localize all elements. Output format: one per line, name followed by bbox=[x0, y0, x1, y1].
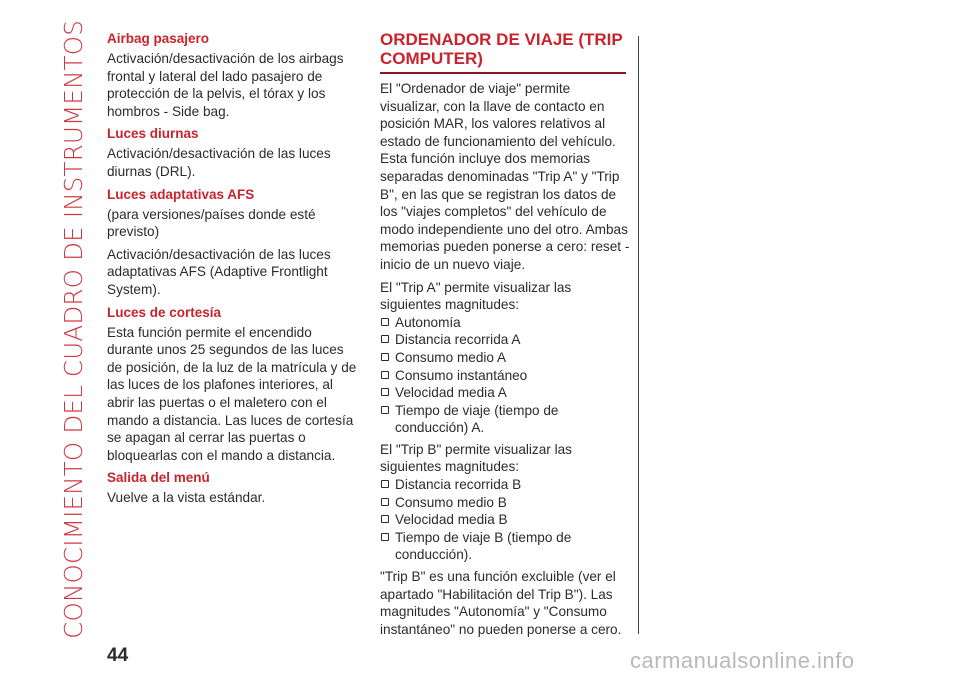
section-heading: Airbag pasajero bbox=[107, 31, 210, 46]
section-heading: Luces diurnas bbox=[107, 126, 199, 142]
section-heading: Salida del menú bbox=[107, 470, 210, 486]
trip-a-lead: El "Trip A" permite visualizar las siguientes magnitudes: bbox=[380, 279, 572, 313]
section-afs-lights bbox=[107, 186, 359, 299]
checkbox-bullet-icon bbox=[381, 498, 389, 506]
list-item: Consumo medio B bbox=[380, 494, 632, 512]
section-paragraph: Esta función permite el encendido durante unos 25 segundos de las luces de posición, de la luz de la matrícula y de las luces de los plafones interiores, al abrir las puertas o el maletero con el mando a distancia. Las luces de cortesía se apagan al cerrar las puertas o bloquearlas con el mando a distancia. bbox=[107, 324, 357, 463]
list-item: Consumo instantáneo bbox=[380, 367, 632, 385]
left-column bbox=[107, 30, 359, 512]
trip-a-list bbox=[380, 314, 632, 437]
checkbox-bullet-icon bbox=[381, 353, 389, 361]
list-item: Velocidad media B bbox=[380, 511, 632, 529]
section-heading: Luces adaptativas AFS bbox=[107, 186, 255, 202]
intro-paragraph: El "Ordenador de viaje" permite visualizar, con la llave de contacto en posición MAR, los valores relativos al estado de funcionamiento del vehículo. Esta función incluye dos memorias separadas denominadas "Trip A" y "Trip B", en las que se registran los datos de los "viajes completos" del vehículo de modo independiente uno del otro. Ambas memorias pueden ponerse a cero: reset - inicio de un nuevo viaje. bbox=[380, 81, 630, 272]
list-item: Tiempo de viaje B (tiempo de conducción). bbox=[380, 529, 632, 564]
checkbox-bullet-icon bbox=[381, 406, 389, 414]
list-item: Distancia recorrida A bbox=[380, 331, 632, 349]
trip-computer-title: ORDENADOR DE VIAJE (TRIP COMPUTER) bbox=[380, 30, 626, 74]
checkbox-bullet-icon bbox=[381, 388, 389, 396]
section-airbag bbox=[107, 30, 359, 120]
section-exit-menu bbox=[107, 469, 359, 507]
section-daytime-lights bbox=[107, 125, 359, 180]
checkbox-bullet-icon bbox=[381, 480, 389, 488]
section-courtesy-lights bbox=[107, 304, 359, 465]
checkbox-bullet-icon bbox=[381, 318, 389, 326]
column-divider bbox=[638, 36, 639, 634]
list-item: Autonomía bbox=[380, 314, 632, 332]
watermark: carmanualsonline.info bbox=[630, 648, 855, 673]
checkbox-bullet-icon bbox=[381, 371, 389, 379]
section-heading: Luces de cortesía bbox=[107, 304, 222, 320]
checkbox-bullet-icon bbox=[381, 335, 389, 343]
closing-paragraph: "Trip B" es una función excluible (ver el apartado "Habilitación del Trip B"). Las magnitudes "Autonomía" y "Consumo instantáneo" no pueden ponerse a cero. bbox=[380, 569, 622, 637]
section-paragraph: Activación/desactivación de los airbags frontal y lateral del lado pasajero de protección de la pelvis, el tórax y los hombros - Side bag. bbox=[107, 51, 344, 119]
chapter-title-text: CONOCIMIENTO DEL CUADRO DE INSTRUMENTOS bbox=[58, 20, 88, 639]
list-item: Velocidad media A bbox=[380, 384, 632, 402]
side-chapter-title bbox=[54, 20, 92, 639]
trip-b-list bbox=[380, 476, 632, 564]
trip-b-lead: El "Trip B" permite visualizar las siguientes magnitudes: bbox=[380, 441, 572, 475]
checkbox-bullet-icon bbox=[381, 533, 389, 541]
section-paragraph: Activación/desactivación de las luces adaptativas AFS (Adaptive Frontlight System). bbox=[107, 246, 331, 297]
page-number: 44 bbox=[107, 645, 129, 666]
checkbox-bullet-icon bbox=[381, 515, 389, 523]
list-item: Tiempo de viaje (tiempo de conducción) A. bbox=[380, 402, 632, 437]
list-item: Distancia recorrida B bbox=[380, 476, 632, 494]
right-column bbox=[380, 30, 632, 643]
section-paragraph: Vuelve a la vista estándar. bbox=[107, 490, 266, 506]
section-paragraph: (para versiones/países donde esté previsto) bbox=[107, 206, 316, 240]
section-paragraph: Activación/desactivación de las luces diurnas (DRL). bbox=[107, 146, 331, 179]
list-item: Consumo medio A bbox=[380, 349, 632, 367]
